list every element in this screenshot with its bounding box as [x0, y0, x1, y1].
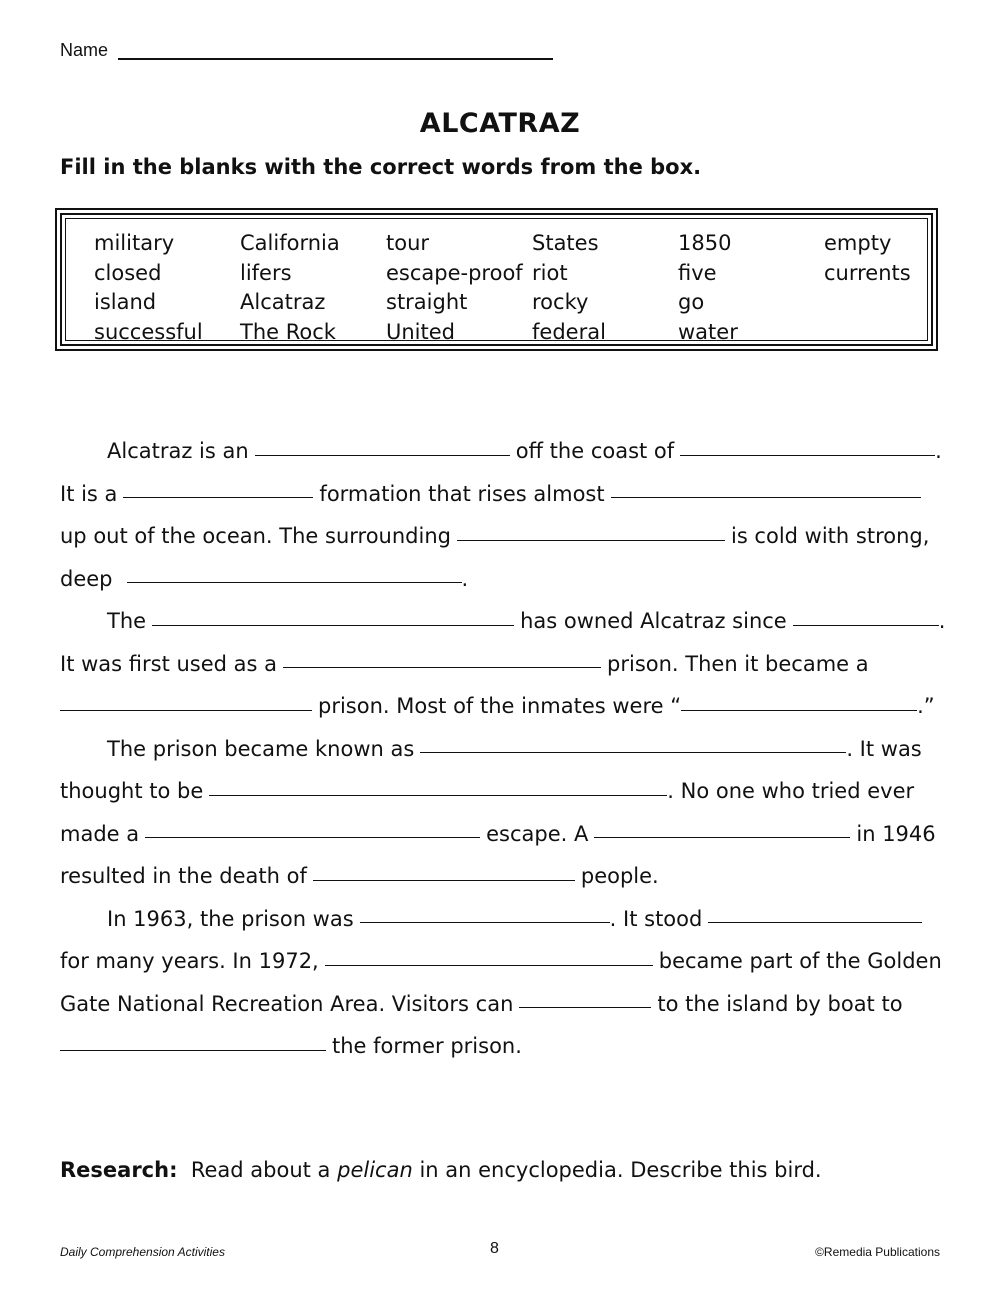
- passage-text: .: [935, 439, 942, 463]
- word-item: tour: [386, 231, 430, 255]
- word-item: [824, 320, 934, 350]
- word-item: empty: [824, 231, 892, 255]
- passage-line: [60, 898, 960, 941]
- page-title: ALCATRAZ: [419, 108, 581, 139]
- passage-text: escape. A: [486, 821, 589, 846]
- answer-blank[interactable]: [60, 1050, 326, 1051]
- word-item: California: [240, 231, 340, 255]
- page-number: 8: [490, 1240, 499, 1257]
- passage-text: in 1946: [856, 821, 936, 846]
- word-item: [824, 290, 934, 320]
- word-item: States: [532, 231, 599, 255]
- name-blank[interactable]: [118, 58, 553, 60]
- passage-text: The: [107, 609, 147, 633]
- word-grid: [94, 231, 934, 349]
- passage-text: deep: [60, 566, 113, 591]
- passage-line: [60, 473, 960, 516]
- answer-blank[interactable]: [681, 710, 917, 711]
- passage-text: . No one who tried ever: [667, 779, 915, 803]
- passage-text: In 1963, the prison was: [107, 906, 354, 931]
- passage-line: [60, 1025, 960, 1068]
- passage-text: to the island by boat to: [657, 991, 903, 1016]
- passage-text: for many years. In 1972,: [60, 949, 319, 973]
- research-text-end: in an encyclopedia. Describe this bird.: [419, 1158, 822, 1182]
- passage-text: has owned Alcatraz since: [520, 609, 787, 633]
- passage-line: [60, 940, 960, 983]
- passage-text: It was first used as a: [60, 651, 278, 676]
- answer-blank[interactable]: [127, 582, 462, 583]
- research-text: Read about a: [190, 1158, 331, 1182]
- answer-blank[interactable]: [420, 752, 846, 753]
- answer-blank[interactable]: [325, 965, 653, 966]
- passage-text: is cold with strong,: [730, 524, 930, 548]
- passage-text: up out of the ocean. The surrounding: [60, 524, 451, 548]
- passage-line: [60, 643, 960, 686]
- passage-line: [60, 558, 960, 601]
- passage-line: [60, 983, 960, 1026]
- passage-text: prison. Most of the inmates were “: [318, 694, 682, 718]
- answer-blank[interactable]: [611, 497, 921, 498]
- word-item: currents: [824, 260, 911, 285]
- answer-blank[interactable]: [594, 837, 850, 838]
- word-item: closed: [94, 260, 162, 285]
- word-item: United: [386, 319, 455, 344]
- word-item: water: [678, 319, 738, 344]
- word-box: [55, 208, 938, 351]
- answer-blank[interactable]: [680, 455, 935, 456]
- word-item: military: [94, 231, 175, 255]
- passage-text: .”: [917, 694, 935, 718]
- word-item: The Rock: [240, 319, 336, 344]
- passage-text: .: [461, 566, 469, 591]
- passage-line: [60, 430, 960, 473]
- word-item: 1850: [678, 231, 732, 255]
- word-item: island: [94, 290, 157, 314]
- passage-line: [60, 770, 960, 813]
- passage-text: Gate National Recreation Area. Visitors can: [60, 991, 514, 1016]
- passage-line: [60, 855, 960, 898]
- answer-blank[interactable]: [209, 795, 667, 796]
- word-item: Alcatraz: [240, 290, 326, 314]
- passage-text: It is a: [60, 481, 118, 506]
- answer-blank[interactable]: [793, 625, 939, 626]
- word-item: straight: [386, 290, 468, 314]
- passage-line: [60, 685, 960, 728]
- passage-text: Alcatraz is an: [107, 439, 249, 463]
- instructions: Fill in the blanks with the correct words from the box.: [60, 155, 702, 179]
- name-field: [60, 40, 553, 61]
- answer-blank[interactable]: [708, 922, 922, 923]
- answer-blank[interactable]: [145, 837, 480, 838]
- passage-line: [60, 515, 960, 558]
- answer-blank[interactable]: [283, 667, 601, 668]
- passage-text: prison. Then it became a: [607, 651, 869, 676]
- answer-blank[interactable]: [313, 880, 575, 881]
- answer-blank[interactable]: [457, 540, 725, 541]
- answer-blank[interactable]: [152, 625, 514, 626]
- passage-text: made a: [60, 821, 140, 846]
- footer-publisher: ©Remedia Publications: [815, 1245, 940, 1259]
- name-label: Name: [60, 40, 109, 60]
- passage-text: formation that rises almost: [319, 481, 605, 506]
- research-label: Research:: [60, 1158, 178, 1182]
- passage-text: .: [938, 609, 946, 633]
- passage-text: people.: [580, 864, 659, 888]
- answer-blank[interactable]: [519, 1007, 651, 1008]
- research-italic-word: pelican: [337, 1158, 413, 1182]
- answer-blank[interactable]: [255, 455, 510, 456]
- answer-blank[interactable]: [123, 497, 313, 498]
- word-item: lifers: [240, 260, 292, 285]
- research-prompt: [60, 1158, 822, 1182]
- passage-line: [60, 728, 960, 771]
- word-item: five: [678, 260, 717, 285]
- passage-text: the former prison.: [332, 1034, 522, 1058]
- answer-blank[interactable]: [60, 710, 312, 711]
- passage-text: The prison became known as: [107, 736, 415, 761]
- answer-blank[interactable]: [360, 922, 610, 923]
- passage-text: thought to be: [60, 779, 204, 803]
- passage-text: became part of the Golden: [658, 949, 942, 973]
- passage-text: . It stood: [609, 906, 703, 931]
- word-item: riot: [532, 260, 568, 285]
- footer-book-title: Daily Comprehension Activities: [60, 1245, 225, 1259]
- word-item: go: [678, 290, 705, 314]
- word-item: escape-proof: [386, 260, 523, 285]
- word-item: successful: [94, 319, 203, 344]
- passage: [60, 430, 960, 1068]
- passage-line: [60, 813, 960, 856]
- word-item: federal: [532, 319, 606, 344]
- passage-text: off the coast of: [515, 439, 675, 463]
- word-item: rocky: [532, 290, 589, 314]
- passage-line: [60, 600, 960, 643]
- passage-text: . It was: [846, 736, 922, 761]
- passage-text: resulted in the death of: [60, 864, 307, 888]
